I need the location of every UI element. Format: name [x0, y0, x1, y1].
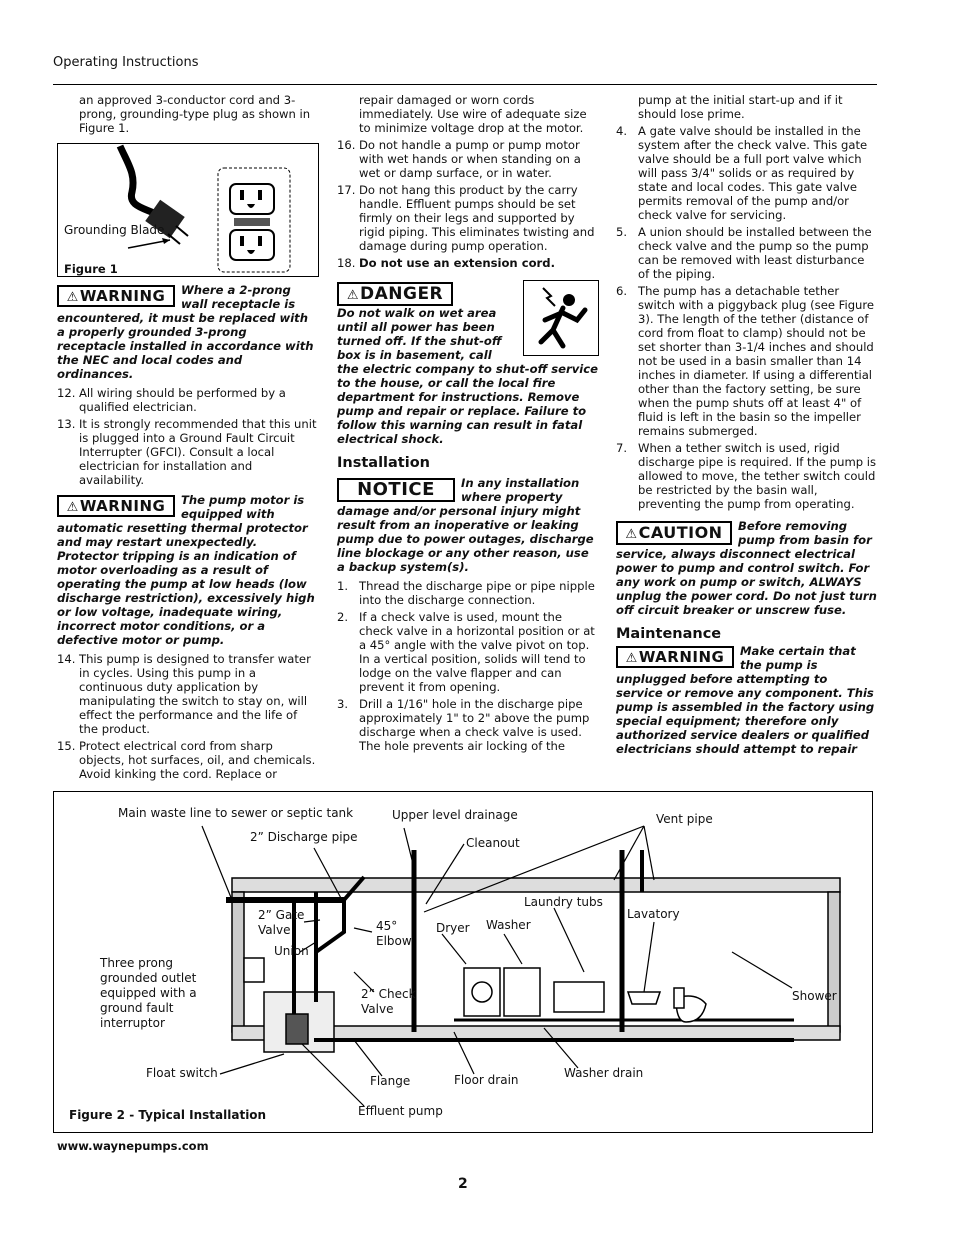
warning-text: Make certain that the pump is unplugged before attempting to service or remove any component. This pump is assembled in the factory using special equipment; therefore only authorized service dealers or qualified electricians should attempt to repair	[616, 644, 875, 756]
label-flange: Flange	[370, 1074, 411, 1088]
list-item: 16. Do not handle a pump or pump motor with wet hands or when standing on a wet or damp surface, or in water.	[337, 138, 581, 180]
notice-callout	[337, 476, 599, 574]
alert-triangle-icon: ⚠	[66, 290, 79, 305]
label-union: Union	[274, 944, 309, 958]
notice-badge: NOTICE	[337, 478, 455, 502]
paragraph: an approved 3-conductor cord and 3-prong, grounding-type plug as shown in Figure 1.	[79, 93, 311, 135]
footer-url: www.waynepumps.com	[57, 1139, 209, 1153]
list-item: 4. A gate valve should be installed in the system after the check valve. This gate valve should be a full port valve which will pass 3/4" solids or as required by state and local codes. This gate valve permits removal of the pump and/or check valve for servicing.	[616, 124, 868, 222]
alert-triangle-icon: ⚠	[66, 500, 79, 515]
warning-callout	[57, 283, 319, 381]
caution-text: Before removing pump from basin for service, always disconnect electrical power to pump and control switch. For any work on pump or switch, ALWAYS unplug the power cord. Do not just turn off circuit breaker or unscrew fuse.	[616, 519, 877, 617]
running-header: Operating Instructions	[53, 55, 199, 70]
warning-text: Where a 2-prong wall receptacle is encountered, it must be replaced with a properly grounded 3-prong receptacle installed in accordance with the NEC and local codes and ordinances.	[57, 283, 314, 381]
page-number: 2	[458, 1176, 468, 1192]
danger-badge: ⚠DANGER	[337, 282, 453, 306]
label-cleanout: Cleanout	[466, 836, 520, 850]
list-item: 13. It is strongly recommended that this unit is plugged into a Ground Fault Circuit Interrupter (GFCI). Consult a local electrician for installation and availability.	[57, 417, 317, 487]
figure-1	[57, 143, 319, 277]
list-item: 7. When a tether switch is used, rigid discharge pipe is required. If the pump is allowed to move, the tether switch could be restricted by the basin wall, preventing the pump from operating.	[616, 441, 877, 511]
label-shower: Shower	[792, 989, 837, 1003]
label-main-waste: Main waste line to sewer or septic tank	[118, 806, 354, 820]
notice-text: In any installation where property damage and/or personal injury might result from an inoperative or leaking pump due to power outages, discharge line blockage or any other reason, use a backup system(s).	[337, 476, 594, 574]
list-item: 14. This pump is designed to transfer water in cycles. Using this pump in a continuous duty application by manipulating the switch to stay on, will effect the performance and the life of the product.	[57, 652, 311, 736]
installation-heading: Installation	[337, 455, 430, 471]
label-outlet: Three prong grounded outlet equipped with a ground fault interruptor	[100, 956, 197, 1030]
warning-badge: ⚠WARNING	[57, 285, 175, 307]
caution-callout	[616, 519, 878, 617]
list-item: 12. All wiring should be performed by a qualified electrician.	[57, 386, 286, 414]
column-2	[337, 93, 599, 756]
electric-shock-icon	[523, 280, 599, 356]
alert-triangle-icon: ⚠	[625, 527, 638, 542]
warning-text: The pump motor is equipped with automatic resetting thermal protector and may restart unexpectedly. Protector tripping is an indication of motor overloading as a result of operating the pump at low heads (low discharge restriction), excessively high or low voltage, inadequate wiring, incorrect motor conditions, or a defective motor or pump.	[57, 493, 315, 647]
label-lavatory: Lavatory	[627, 907, 680, 921]
list-item: 6. The pump has a detachable tether switch with a piggyback plug (see Figure 3). The length of the tether (distance of cord from float to clamp) should not be set shorter than 3-1/4 inches and should not be used in a basin smaller than 14 inches in diameter. If using a differential other than the factory setting, be sure when the pump shuts off at least 4" of fluid is left in the basin so the impeller remains submerged.	[616, 284, 875, 438]
label-washer-drain: Washer drain	[564, 1066, 644, 1080]
label-float-switch: Float switch	[146, 1066, 218, 1080]
danger-text: Do not walk on wet area until all power has been turned off. If the shut-off box is in basement, call the electric company to shut-off service to the house, or call the local fire department for instructions. Remove pump and repair or replace. Failure to follow this warning can result in fatal electrical shock.	[337, 306, 599, 446]
label-vent-pipe: Vent pipe	[656, 812, 713, 826]
label-gate-valve: 2” Gate Valve	[258, 908, 305, 937]
grounding-blade-callout: Grounding Blade	[64, 223, 165, 237]
warning-callout	[616, 644, 878, 756]
list-item: 17. Do not hang this product by the carry handle. Effluent pumps should be set firmly on their legs and supported by rigid piping. This eliminates twisting and damage during pump operation.	[337, 183, 595, 253]
label-effluent-pump: Effluent pump	[358, 1104, 443, 1118]
header-rule	[53, 84, 877, 85]
list-item: 2. If a check valve is used, mount the check valve in a horizontal position or at a 45° angle with the valve pivot on top. In a vertical position, solids will tend to lodge on the valve flapper and can prevent it from opening.	[337, 610, 595, 694]
maintenance-heading: Maintenance	[616, 626, 722, 642]
column-3	[616, 93, 878, 761]
label-washer: Washer	[486, 918, 531, 932]
figure-1-caption: Figure 1	[64, 262, 118, 276]
list-item: 18. Do not use an extension cord.	[337, 256, 555, 270]
warning-badge: ⚠WARNING	[616, 646, 734, 668]
paragraph: repair damaged or worn cords immediately. Use wire of adequate size to minimize voltage drop at the motor.	[359, 93, 587, 135]
alert-triangle-icon: ⚠	[625, 651, 638, 666]
list-item: 3. Drill a 1/16" hole in the discharge pipe approximately 1" to 2" above the pump discharge when a check valve is used. The hole prevents air locking of the	[337, 697, 590, 753]
label-laundry-tubs: Laundry tubs	[524, 895, 603, 909]
plug-and-outlet-illustration	[58, 144, 320, 278]
warning-callout	[57, 493, 319, 647]
paragraph: pump at the initial start-up and if it should lose prime.	[638, 93, 843, 121]
alert-triangle-icon: ⚠	[346, 288, 359, 303]
list-item: 15. Protect electrical cord from sharp objects, hot surfaces, oil, and chemicals. Avoid kinking the cord. Replace or	[57, 739, 316, 781]
figure-2-typical-installation	[53, 791, 873, 1133]
warning-badge: ⚠WARNING	[57, 495, 175, 517]
figure-2-caption: Figure 2 - Typical Installation	[69, 1108, 267, 1122]
list-item: 5. A union should be installed between the check valve and the pump so the pump can be removed with least disturbance of the piping.	[616, 225, 872, 281]
label-floor-drain: Floor drain	[454, 1073, 519, 1087]
label-45-elbow: 45° Elbow	[376, 919, 412, 948]
label-dryer: Dryer	[436, 921, 470, 935]
danger-callout	[337, 280, 599, 446]
caution-badge: ⚠CAUTION	[616, 521, 732, 545]
label-upper-drainage: Upper level drainage	[392, 808, 518, 822]
list-item: 1. Thread the discharge pipe or pipe nipple into the discharge connection.	[337, 579, 595, 607]
label-check-valve: 2” Check Valve	[361, 987, 416, 1016]
column-1	[57, 93, 319, 784]
label-discharge-pipe: 2” Discharge pipe	[250, 830, 358, 844]
